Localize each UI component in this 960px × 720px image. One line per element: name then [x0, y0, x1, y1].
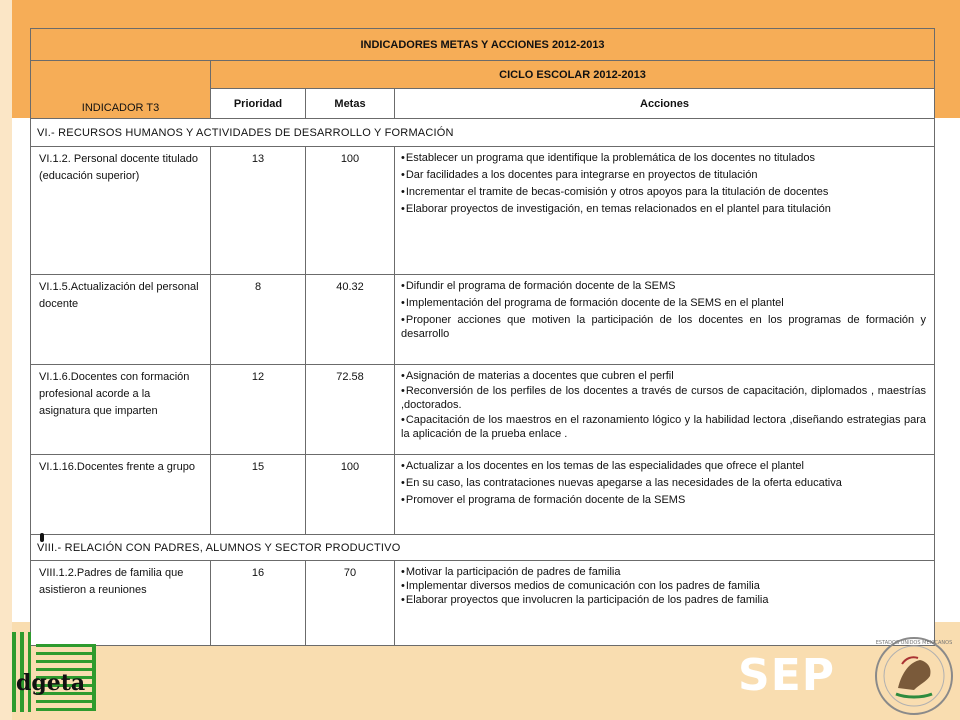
table-row [31, 275, 935, 365]
actions-cell [395, 365, 935, 455]
action-item: • En su caso, las contrataciones nuevas apegarse a las necesidades de la oferta educativa [401, 476, 926, 490]
indicator-header: INDICADOR T3 [31, 61, 211, 119]
priority-cell: 16 [211, 561, 306, 646]
action-item: • Actualizar a los docentes en los temas de las especialidades que ofrece el plantel [401, 459, 926, 473]
left-strip [0, 0, 12, 720]
action-item: • Reconversión de los perfiles de los docentes a través de cursos de capacitación, diplomados , maestrías ,doctorados. [401, 384, 926, 412]
indicator-cell: VI.1.5.Actualización del personal docente [31, 275, 211, 365]
sep-logo: SEP [738, 650, 835, 701]
table-row [31, 147, 935, 275]
action-item: • Elaborar proyectos que involucren la participación de los padres de familia [401, 593, 926, 607]
action-item: • Implementar diversos medios de comunicación con los padres de familia [401, 579, 926, 593]
actions-cell [395, 455, 935, 535]
goal-cell: 72.58 [306, 365, 395, 455]
goal-cell: 70 [306, 561, 395, 646]
column-actions: Acciones [395, 89, 935, 119]
goal-cell: 100 [306, 455, 395, 535]
action-item: • Dar facilidades a los docentes para integrarse en proyectos de titulación [401, 168, 926, 182]
indicator-cell: VI.1.16.Docentes frente a grupo [31, 455, 211, 535]
action-item: • Establecer un programa que identifique la problemática de los docentes no titulados [401, 151, 926, 165]
dgeta-logo [6, 630, 106, 716]
section-heading: VIII.- RELACIÓN CON PADRES, ALUMNOS Y SECTOR PRODUCTIVO [31, 535, 935, 561]
table-row [31, 455, 935, 535]
indicator-cell: VI.1.6.Docentes con formación profesional acorde a la asignatura que imparten [31, 365, 211, 455]
table-title: INDICADORES METAS Y ACCIONES 2012-2013 [31, 29, 935, 61]
seal-text: ESTADOS UNIDOS MEXICANOS [875, 640, 953, 646]
action-item: • Elaborar proyectos de investigación, en temas relacionados en el plantel para titulación [401, 202, 926, 216]
indicator-cell: VIII.1.2.Padres de familia que asistieron a reuniones [31, 561, 211, 646]
table-row [31, 365, 935, 455]
action-item: • Difundir el programa de formación docente de la SEMS [401, 279, 926, 293]
actions-cell [395, 147, 935, 275]
column-goals: Metas [306, 89, 395, 119]
logo-text: dgeta [16, 670, 86, 696]
priority-cell: 15 [211, 455, 306, 535]
priority-cell: 13 [211, 147, 306, 275]
table-row [31, 561, 935, 646]
indicators-table [30, 28, 935, 646]
action-item: • Implementación del programa de formación docente de la SEMS en el plantel [401, 296, 926, 310]
action-item: • Incrementar el tramite de becas-comisión y otros apoyos para la titulación de docentes [401, 185, 926, 199]
action-item: • Motivar la participación de padres de familia [401, 565, 926, 579]
action-item: • Asignación de materias a docentes que cubren el perfil [401, 369, 926, 383]
mexico-seal-icon [872, 632, 956, 718]
column-priority: Prioridad [211, 89, 306, 119]
goal-cell: 40.32 [306, 275, 395, 365]
text-cursor [40, 533, 44, 542]
priority-cell: 12 [211, 365, 306, 455]
action-item: • Proponer acciones que motiven la participación de los docentes en los programas de formación y desarrollo [401, 313, 926, 341]
actions-cell [395, 561, 935, 646]
action-item: • Promover el programa de formación docente de la SEMS [401, 493, 926, 507]
cycle-header: CICLO ESCOLAR 2012-2013 [211, 61, 935, 89]
actions-cell [395, 275, 935, 365]
action-item: • Capacitación de los maestros en el razonamiento lógico y la habilidad lectora ,diseñando estrategias para la aplicación de la prueba enlace . [401, 413, 926, 441]
section-heading: VI.- RECURSOS HUMANOS Y ACTIVIDADES DE DESARROLLO Y FORMACIÓN [31, 119, 935, 147]
goal-cell: 100 [306, 147, 395, 275]
indicator-cell: VI.1.2. Personal docente titulado (educación superior) [31, 147, 211, 275]
priority-cell: 8 [211, 275, 306, 365]
